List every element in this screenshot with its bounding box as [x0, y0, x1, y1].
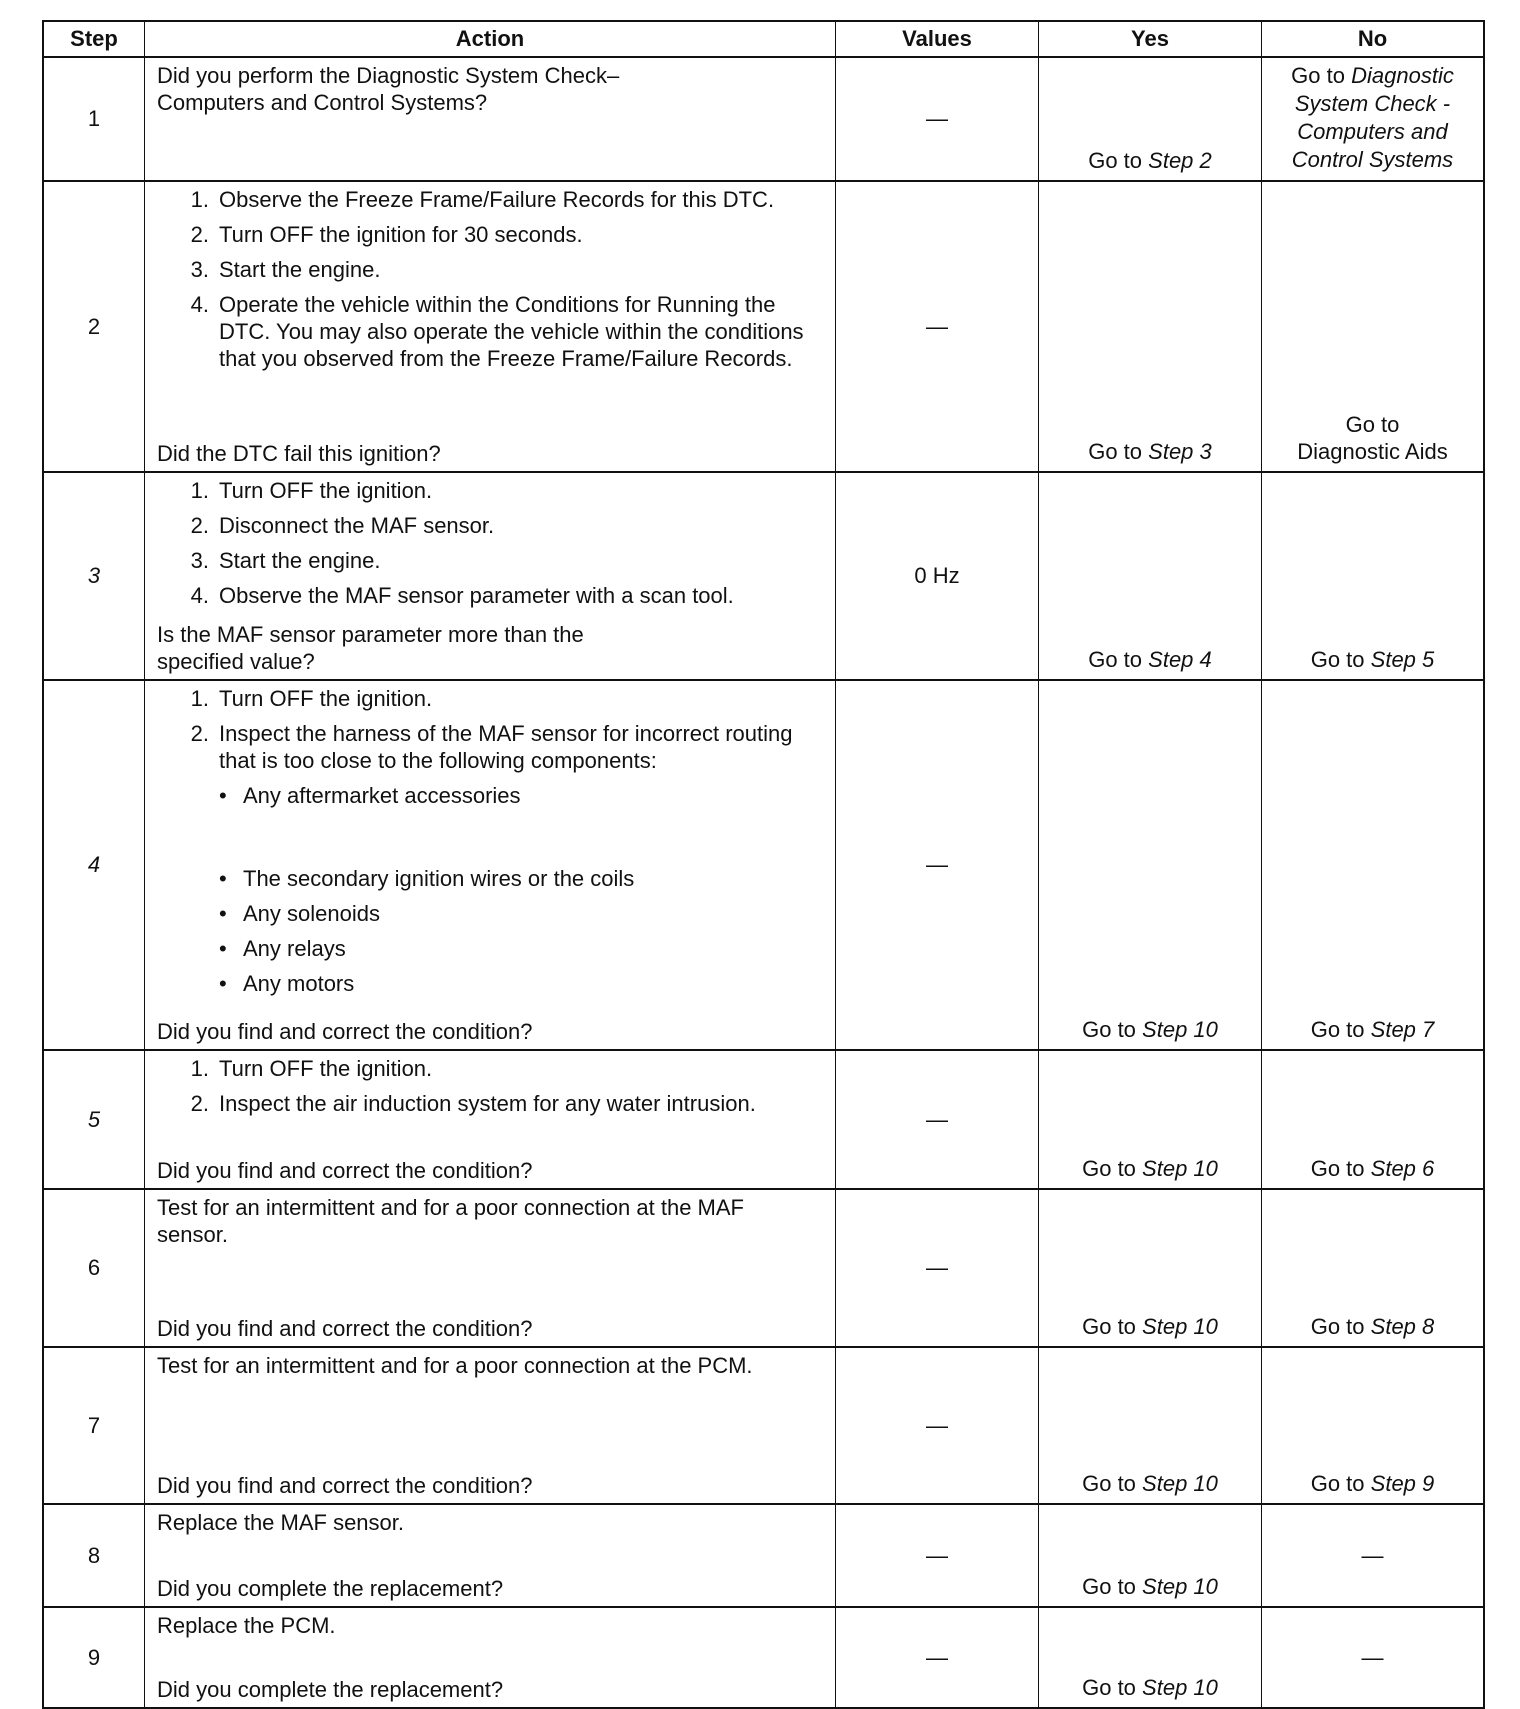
item-text: Any aftermarket accessories — [243, 783, 521, 808]
header-values: Values — [835, 22, 1038, 56]
goto-text: Go to — [1310, 647, 1365, 672]
no-cell: — — [1261, 1608, 1483, 1707]
action-cell — [144, 1505, 835, 1606]
list-item: 2. Disconnect the MAF sensor. — [190, 513, 495, 538]
goto-text: Go to — [1082, 1574, 1136, 1599]
header-step: Step — [70, 26, 118, 51]
item-text: Any solenoids — [243, 901, 380, 926]
question-text: Did the DTC fail this ignition? — [157, 441, 441, 466]
step-link[interactable]: Step 10 — [1142, 1574, 1218, 1599]
step-link[interactable]: Step 10 — [1142, 1675, 1218, 1700]
table-row — [44, 1188, 1483, 1346]
table-row — [44, 1346, 1483, 1503]
action-text: Replace the PCM. — [157, 1613, 336, 1638]
goto-text: Go to — [1088, 148, 1143, 173]
header-action: Action — [144, 22, 835, 56]
step-link[interactable]: Step 8 — [1370, 1314, 1435, 1339]
goto-text: Go to — [1310, 1156, 1365, 1181]
no-cell — [1261, 473, 1483, 679]
table-row — [44, 679, 1483, 1049]
item-text: Observe the MAF sensor parameter with a scan tool. — [219, 583, 734, 608]
value-cell: 0 Hz — [835, 473, 1038, 679]
question-text: Did you complete the replacement? — [157, 1677, 504, 1702]
step-number: 8 — [87, 1542, 101, 1568]
goto-text: Go to — [1310, 1314, 1365, 1339]
bullet-item: • The secondary ignition wires or the coils — [219, 866, 635, 891]
yes-cell — [1038, 1051, 1261, 1188]
step-number: 3 — [87, 563, 101, 588]
step-link[interactable]: Step 6 — [1370, 1156, 1435, 1181]
yes-cell — [1038, 182, 1261, 471]
step-number: 6 — [87, 1255, 101, 1280]
bullet-item: • Any motors — [219, 971, 355, 996]
item-text: Inspect the air induction system for any water intrusion. — [219, 1091, 756, 1116]
table-row — [44, 1049, 1483, 1188]
item-text: Inspect the harness of the MAF sensor for incorrect routing that is too close to the following components: — [219, 721, 793, 773]
goto-text: Go to — [1088, 647, 1143, 672]
item-text: Observe the Freeze Frame/Failure Records for this DTC. — [219, 187, 775, 212]
header-yes: Yes — [1038, 22, 1261, 56]
goto-text: Go to — [1291, 63, 1345, 88]
goto-text: Go to — [1310, 1471, 1365, 1496]
list-item: 3. Start the engine. — [190, 548, 381, 573]
step-link[interactable]: Step 2 — [1148, 148, 1212, 173]
goto-text: Go to — [1082, 1471, 1136, 1496]
item-text: Start the engine. — [219, 548, 381, 573]
goto-text: Go to — [1310, 1017, 1365, 1042]
step-number: 1 — [87, 106, 101, 131]
table-row — [44, 471, 1483, 679]
table-row — [44, 180, 1483, 471]
list-item: 1. Turn OFF the ignition. — [190, 478, 433, 503]
action-cell — [144, 58, 835, 180]
action-cell — [144, 1051, 835, 1188]
step-number: 9 — [87, 1644, 101, 1670]
yes-cell — [1038, 1608, 1261, 1707]
goto-text: Go to — [1082, 1156, 1136, 1181]
step-link[interactable]: Step 4 — [1148, 647, 1212, 672]
value-cell: — — [835, 58, 1038, 180]
no-cell — [1261, 1190, 1483, 1346]
bullet-item: • Any solenoids — [219, 901, 380, 926]
question-text: Did you find and correct the condition? — [157, 1473, 533, 1498]
yes-cell — [1038, 1190, 1261, 1346]
question-text: Did you find and correct the condition? — [157, 1316, 533, 1341]
no-cell — [1261, 1348, 1483, 1503]
yes-cell — [1038, 1348, 1261, 1503]
action-cell — [144, 473, 835, 679]
item-text: Start the engine. — [219, 257, 381, 282]
item-text: Any motors — [243, 971, 355, 996]
list-item: 1. Turn OFF the ignition. — [190, 1056, 433, 1081]
list-item: 1. Observe the Freeze Frame/Failure Records for this DTC. — [190, 187, 775, 212]
list-item: 3. Start the engine. — [190, 257, 381, 282]
item-text: The secondary ignition wires or the coils — [243, 866, 635, 891]
item-text: Any relays — [243, 936, 346, 961]
goto-text: Go to — [1082, 1017, 1136, 1042]
step-number: 7 — [87, 1412, 101, 1438]
value-cell: — — [835, 1505, 1038, 1606]
question-text: Did you complete the replacement? — [157, 1576, 504, 1601]
step-number: 2 — [87, 313, 101, 339]
list-item: 4. Observe the MAF sensor parameter with a scan tool. — [190, 583, 734, 608]
step-link[interactable]: Step 10 — [1142, 1314, 1218, 1339]
item-text: Turn OFF the ignition. — [219, 686, 433, 711]
action-cell — [144, 1190, 835, 1346]
action-cell — [144, 1608, 835, 1707]
goto-text: Go to — [1088, 439, 1143, 464]
value-cell: — — [835, 1348, 1038, 1503]
step-link[interactable]: Step 7 — [1370, 1017, 1435, 1042]
action-text: Test for an intermittent and for a poor connection at the MAF sensor. — [157, 1195, 744, 1247]
action-cell — [144, 182, 835, 471]
bullet-item: • Any aftermarket accessories — [219, 783, 521, 808]
value-cell: — — [835, 681, 1038, 1049]
diagnostic-aids-link[interactable]: Go to Diagnostic Aids — [1297, 412, 1448, 464]
action-text: Test for an intermittent and for a poor connection at the PCM. — [157, 1353, 753, 1378]
value-cell: — — [835, 1608, 1038, 1707]
item-text: Turn OFF the ignition. — [219, 1056, 433, 1081]
item-text: Disconnect the MAF sensor. — [219, 513, 495, 538]
step-link[interactable]: Step 10 — [1142, 1017, 1218, 1042]
value-cell: — — [835, 1051, 1038, 1188]
bullet-item: • Any relays — [219, 936, 346, 961]
goto-text: Go to — [1082, 1314, 1136, 1339]
goto-text: Go to — [1082, 1675, 1136, 1700]
no-cell — [1261, 58, 1483, 180]
question-text: Is the MAF sensor parameter more than the specified value? — [157, 622, 584, 674]
list-item: 2. Turn OFF the ignition for 30 seconds. — [190, 222, 583, 247]
yes-cell — [1038, 58, 1261, 180]
question-text: Did you find and correct the condition? — [157, 1019, 533, 1044]
header-no: No — [1261, 22, 1483, 56]
step-link[interactable]: Step 9 — [1370, 1471, 1435, 1496]
value-cell: — — [835, 182, 1038, 471]
value-cell: — — [835, 1190, 1038, 1346]
action-text: Did you perform the Diagnostic System Check–Computers and Control Systems? — [157, 63, 620, 115]
step-link[interactable]: Step 10 — [1142, 1156, 1218, 1181]
no-cell — [1261, 681, 1483, 1049]
table-row — [44, 1606, 1483, 1707]
action-text: Replace the MAF sensor. — [157, 1510, 405, 1535]
list-item: 1. Turn OFF the ignition. — [190, 686, 433, 711]
step-number: 4 — [87, 852, 101, 877]
item-text: Turn OFF the ignition. — [219, 478, 433, 503]
step-link[interactable]: Step 10 — [1142, 1471, 1218, 1496]
action-cell — [144, 681, 835, 1049]
no-cell — [1261, 182, 1483, 471]
action-cell — [144, 1348, 835, 1503]
list-item: 2. Inspect the air induction system for any water intrusion. — [157, 1090, 825, 1117]
table-row — [44, 1503, 1483, 1606]
item-text: Turn OFF the ignition for 30 seconds. — [219, 222, 583, 247]
yes-cell — [1038, 473, 1261, 679]
list-item: 2. Inspect the harness of the MAF sensor for incorrect routing that is too close to the following components: — [157, 720, 825, 774]
item-text: Operate the vehicle within the Conditions for Running the DTC. You may also operate the vehicle within the conditions that you observed from the Freeze Frame/Failure Records. — [219, 292, 804, 371]
step-number: 5 — [87, 1106, 101, 1132]
question-text: Did you find and correct the condition? — [157, 1158, 533, 1183]
table-row — [44, 56, 1483, 180]
diagnostic-system-check-link[interactable]: Diagnostic System Check - Computers and Control Systems — [1291, 63, 1454, 172]
yes-cell — [1038, 681, 1261, 1049]
diagnostic-table — [42, 20, 1485, 1709]
step-link[interactable]: Step 3 — [1148, 439, 1212, 464]
table-header — [44, 22, 1483, 56]
list-item: 4. Operate the vehicle within the Conditions for Running the DTC. You may also operate the vehicle within the conditions that you observed from the Freeze Frame/Failure Records. — [157, 291, 825, 372]
step-link[interactable]: Step 5 — [1370, 647, 1435, 672]
yes-cell — [1038, 1505, 1261, 1606]
no-cell — [1261, 1051, 1483, 1188]
no-cell: — — [1261, 1505, 1483, 1606]
